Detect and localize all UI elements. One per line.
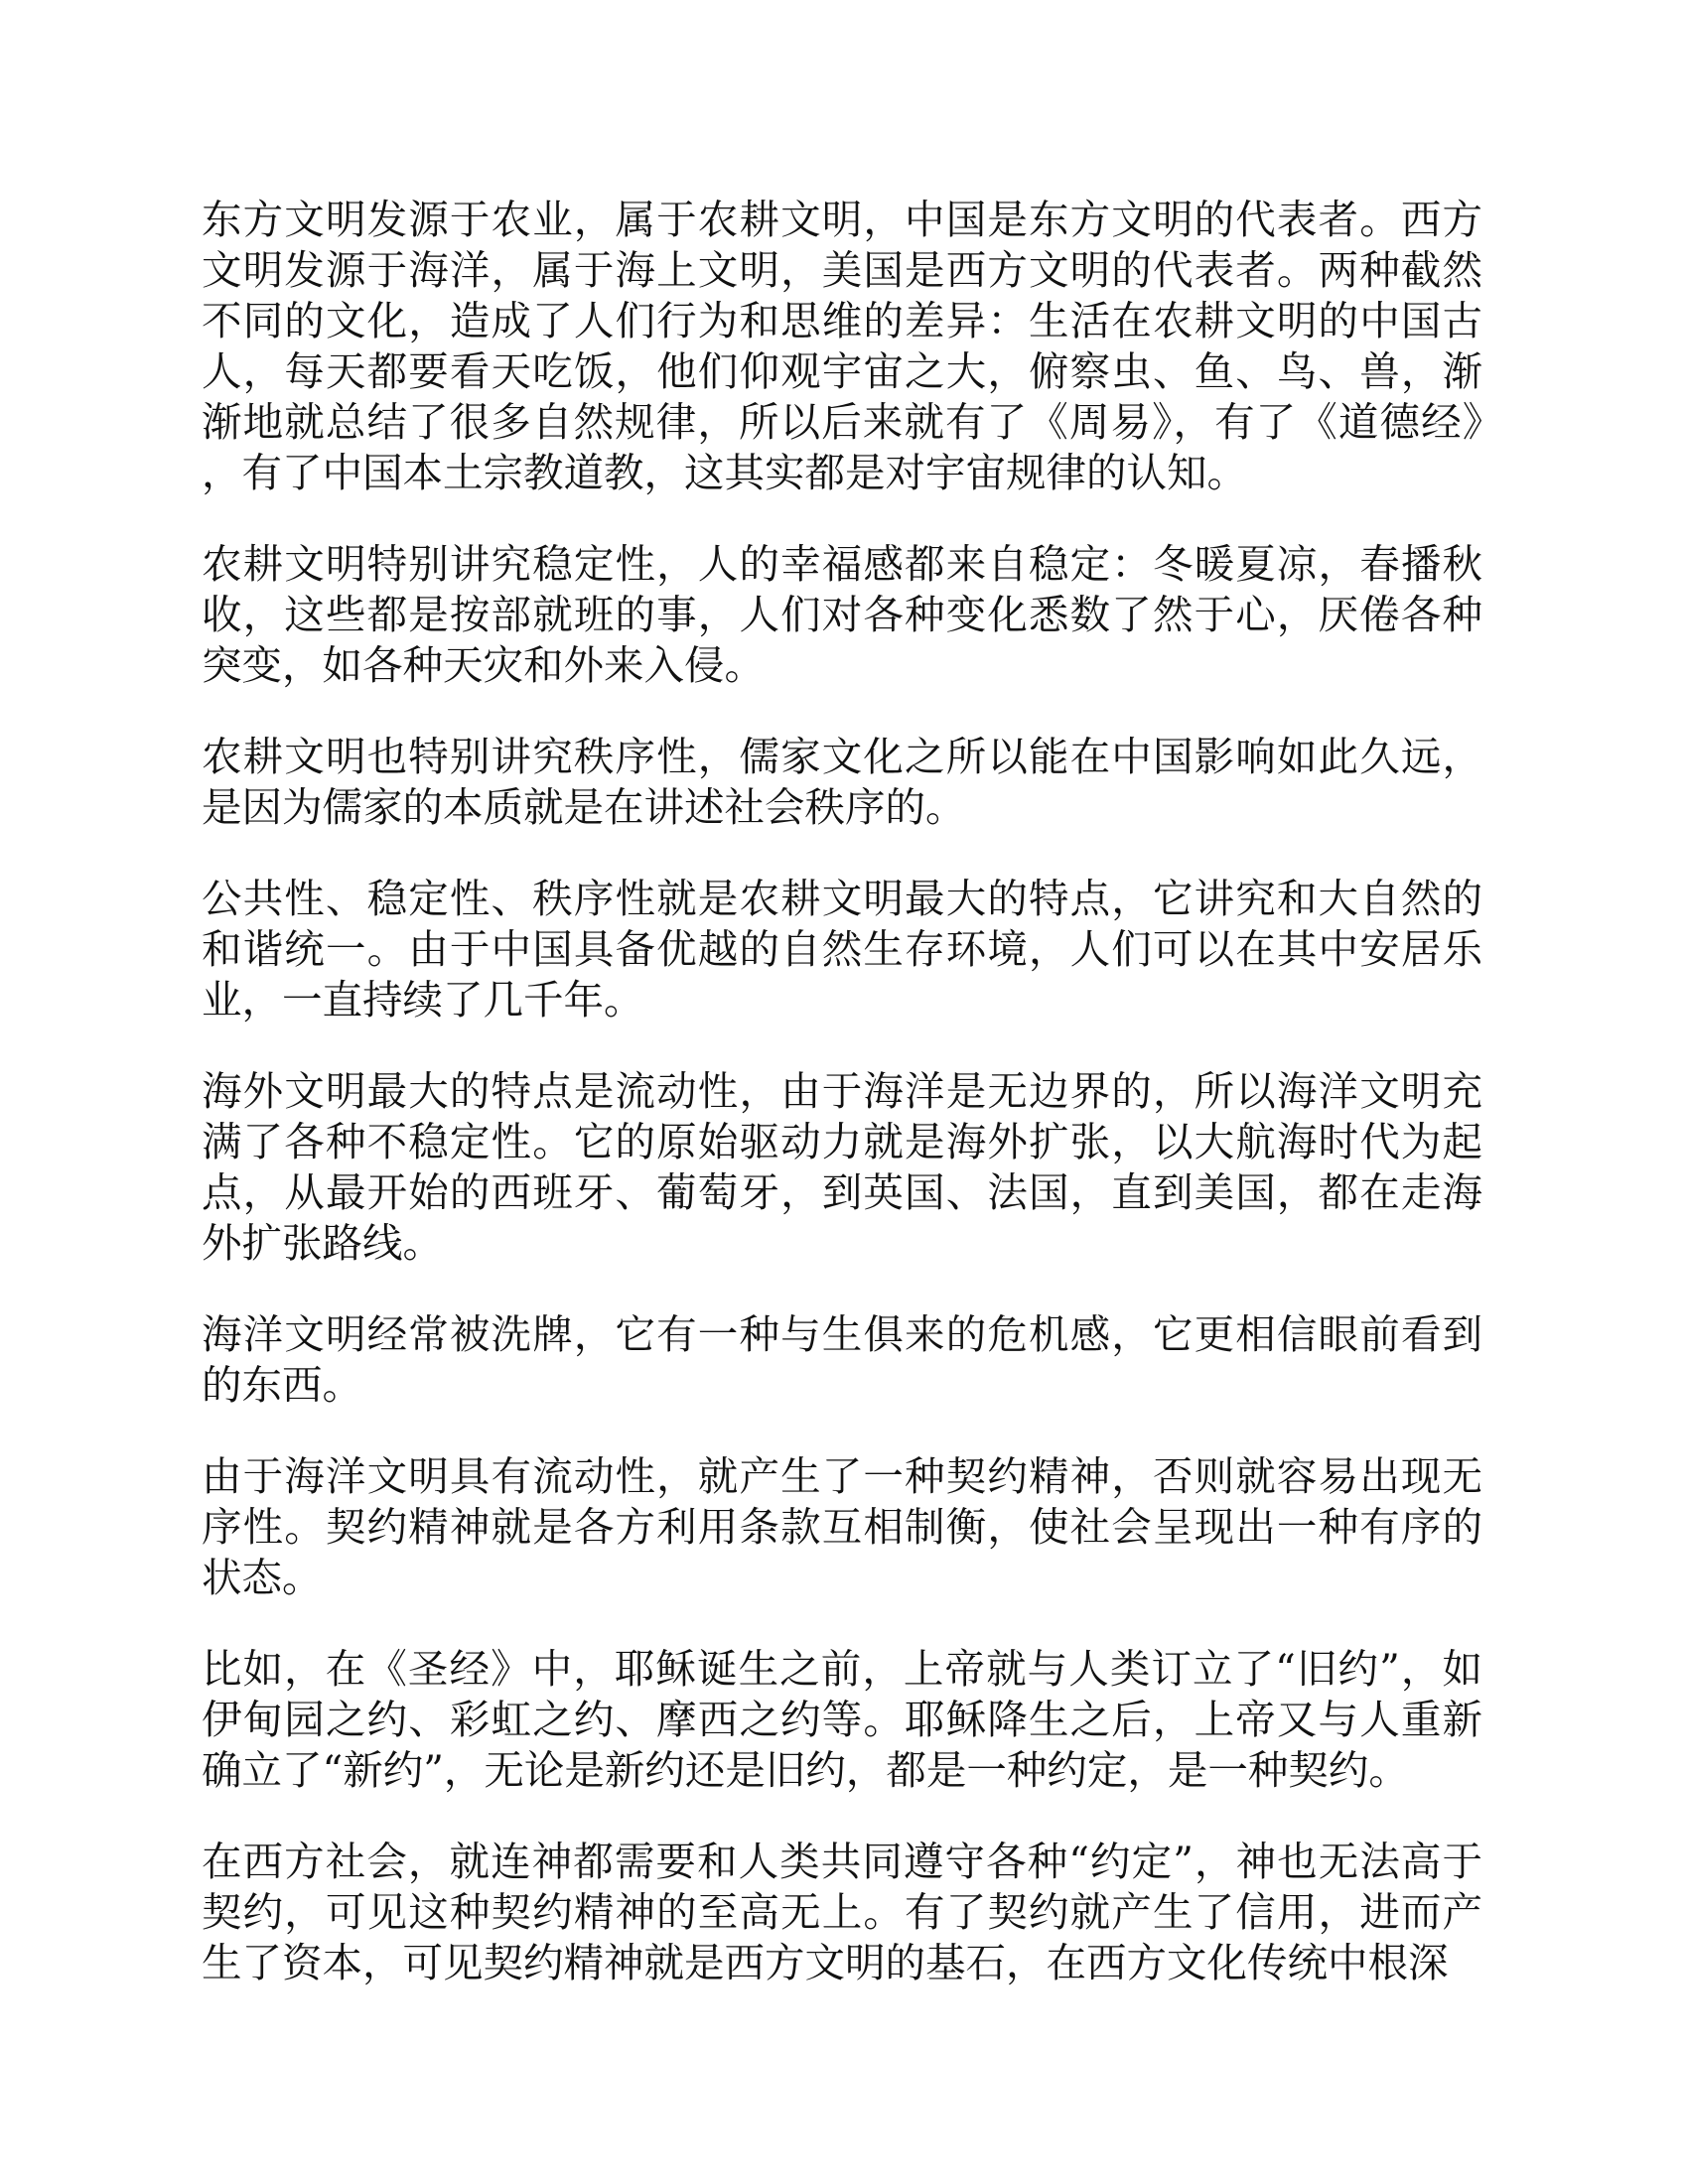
paragraph-contract-spirit: 由于海洋文明具有流动性，就产生了一种契约精神，否则就容易出现无序性。契约精神就是各方利用条款互相制衡，使社会呈现出一种有序的状态。 xyxy=(202,1452,1482,1601)
paragraph-agrarian-order: 农耕文明也特别讲究秩序性，儒家文化之所以能在中国影响如此久远，是因为儒家的本质就是在讲述社会秩序的。 xyxy=(202,733,1482,831)
paragraph-maritime-mobility: 海外文明最大的特点是流动性，由于海洋是无边界的，所以海洋文明充满了各种不稳定性。它的原始驱动力就是海外扩张，以大航海时代为起点，从最开始的西班牙、葡萄牙，到英国、法国，直到美国，都在走海外扩张路线。 xyxy=(202,1067,1482,1267)
document-page xyxy=(202,195,1482,2029)
paragraph-bible-covenants: 比如，在《圣经》中，耶稣诞生之前，上帝就与人类订立了“旧约”，如伊甸园之约、彩虹之约、摩西之约等。耶稣降生之后，上帝又与人重新确立了“新约”，无论是新约还是旧约，都是一种约定，是一种契约。 xyxy=(202,1645,1482,1794)
paragraph-maritime-crisis: 海洋文明经常被洗牌，它有一种与生俱来的危机感，它更相信眼前看到的东西。 xyxy=(202,1310,1482,1409)
paragraph-eastern-civilization-origin: 东方文明发源于农业，属于农耕文明，中国是东方文明的代表者。西方文明发源于海洋，属于海上文明，美国是西方文明的代表者。两种截然不同的文化，造成了人们行为和思维的差异：生活在农耕文明的中国古人，每天都要看天吃饭，他们仰观宇宙之大，俯察虫、鱼、鸟、兽，渐渐地就总结了很多自然规律，所以后来就有了《周易》，有了《道德经》，有了中国本土宗教道教，这其实都是对宇宙规律的认知。 xyxy=(202,196,1482,496)
paragraph-agrarian-stability: 农耕文明特别讲究稳定性，人的幸福感都来自稳定：冬暖夏凉，春播秋收，这些都是按部就班的事，人们对各种变化悉数了然于心，厌倦各种突变，如各种天灾和外来入侵。 xyxy=(202,540,1482,689)
paragraph-agrarian-characteristics: 公共性、稳定性、秩序性就是农耕文明最大的特点，它讲究和大自然的和谐统一。由于中国具备优越的自然生存环境，人们可以在其中安居乐业，一直持续了几千年。 xyxy=(202,875,1482,1024)
paragraph-western-contract-foundation: 在西方社会，就连神都需要和人类共同遵守各种“约定”，神也无法高于契约，可见这种契约精神的至高无上。有了契约就产生了信用，进而产生了资本，可见契约精神就是西方文明的基石，在西方文化传统中根深 xyxy=(202,1838,1482,1986)
